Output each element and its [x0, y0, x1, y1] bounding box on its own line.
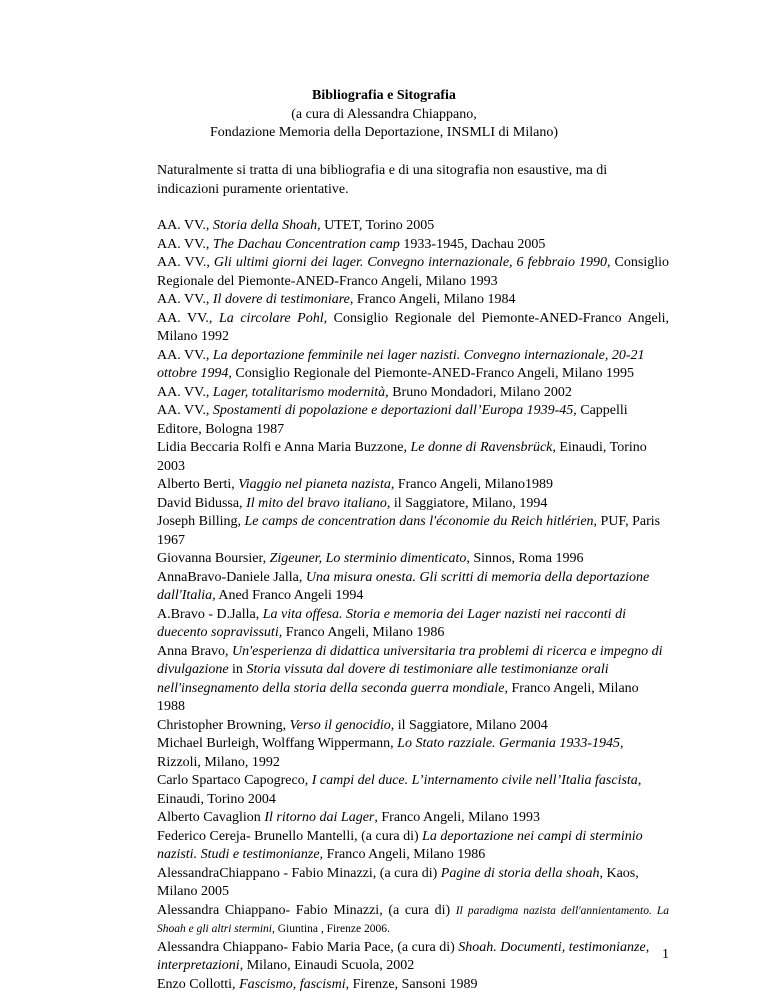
entry-text: Joseph Billing,	[157, 514, 245, 529]
header-institution-line: Fondazione Memoria della Deportazione, INSMLI di Milano)	[210, 125, 558, 140]
entry-text: A.Bravo - D.Jalla,	[157, 606, 263, 622]
bibliography-entry	[157, 476, 669, 495]
entry-title: Storia vissuta dal dovere di testimoniare alle testimonianze orali nell'insegnamento della storia della seconda guerra mondiale,	[157, 662, 609, 696]
bibliography-entry	[157, 217, 669, 236]
entry-title: Le camps de concentration dans l'économie du Reich hitlérien	[244, 514, 594, 529]
entry-text: Einaudi, Torino 2003	[157, 440, 647, 474]
entry-text: AA. VV.,	[157, 310, 219, 326]
entry-text: AA. VV.,	[157, 384, 213, 400]
entry-title: Shoah. Documenti, testimonianze, interpretazioni	[157, 939, 650, 973]
entry-text: Franco Angeli, Milano1989	[394, 477, 553, 492]
entry-title: Il mito del bravo italiano	[246, 495, 387, 511]
entry-text: Enzo Collotti,	[157, 976, 240, 992]
entry-text: , Franco Angeli, Milano 1993	[374, 810, 541, 825]
document-body	[157, 162, 669, 994]
bibliography-entry	[157, 439, 669, 476]
entry-title: Una misura onesta. Gli scritti di memoria della deportazione dall'Italia,	[157, 569, 650, 603]
entry-title: Pagine di storia della shoah	[440, 865, 600, 881]
entry-text: 1933-1945, Dachau 2005	[399, 236, 546, 252]
entry-text: , il Saggiatore, Milano 2004	[390, 717, 548, 733]
bibliography-entry	[157, 865, 669, 902]
entry-title: Lo Stato razziale. Germania 1933-1945	[397, 736, 620, 751]
entry-title: Il dovere di testimoniare	[212, 292, 350, 307]
entry-text: Alessandra Chiappano- Fabio Maria Pace, (a cura di)	[157, 939, 459, 955]
intro-paragraph: Naturalmente si tratta di una bibliografia e di una sitografia non esaustive, ma di indicazioni puramente orientative.	[157, 163, 608, 197]
page-number: 1	[662, 947, 669, 962]
entry-text: , il Saggiatore, Milano, 1994	[386, 495, 548, 511]
entry-text: Lidia Beccaria Rolfi e Anna Maria Buzzone,	[157, 440, 411, 455]
entry-title: La deportazione femminile nei lager nazisti. Convegno internazionale, 20-21 ottobre 1994	[157, 347, 645, 381]
entry-text: , Consiglio Regionale del Piemonte-ANED-Franco Angeli, Milano 1993	[157, 255, 669, 289]
entry-text: , Sinnos, Roma 1996	[466, 551, 584, 566]
bibliography-entry	[157, 772, 669, 809]
entry-title: La circolare Pohl,	[219, 310, 328, 326]
entry-title: Un'esperienza di didattica universitaria tra problemi di ricerca e impegno di divulgazione	[157, 643, 663, 677]
entry-text: Franco Angeli, Milano 1988	[157, 680, 639, 714]
entry-title: Viaggio nel pianeta nazista,	[238, 477, 395, 492]
bibliography-entry	[157, 717, 669, 736]
entry-text: Franco Angeli, Milano 1986	[323, 847, 486, 862]
document-header	[0, 87, 768, 143]
bibliography-entry	[157, 310, 669, 347]
entry-text: , PUF, Paris 1967	[157, 514, 661, 548]
entry-title: Gli ultimi giorni dei lager. Convegno internazionale, 6 febbraio 1990	[213, 255, 608, 270]
entry-text: Anna Bravo,	[157, 643, 233, 659]
entry-title: Lager, totalitarismo modernità,	[212, 384, 389, 400]
entry-text: AA. VV.,	[157, 236, 213, 252]
entry-text: , Firenze, Sansoni 1989	[345, 976, 478, 992]
header-curator-line: (a cura di Alessandra Chiappano,	[291, 106, 477, 122]
entry-text: Consiglio Regionale del Piemonte-ANED-Franco Angeli, Milano 1992	[157, 310, 669, 344]
entry-text: , Einaudi, Torino 2004	[157, 773, 642, 807]
bibliography-list	[157, 217, 669, 994]
entry-text: Aned Franco Angeli 1994	[215, 588, 364, 603]
entry-text: Alberto Berti,	[157, 477, 239, 492]
entry-title: Le donne di Ravensbrück,	[410, 440, 556, 455]
entry-title: Fascismo, fascismi	[239, 976, 346, 992]
entry-text: AA. VV.,	[157, 255, 214, 270]
document-title: Bibliografia e Sitografia	[312, 88, 456, 103]
entry-text: Giovanna Boursier,	[157, 551, 270, 566]
entry-text: Michael Burleigh, Wolffang Wippermann,	[157, 736, 398, 751]
entry-text: , Cappelli Editore, Bologna 1987	[157, 403, 628, 437]
entry-text: , Kaos, Milano 2005	[157, 865, 639, 899]
entry-text: in	[228, 662, 247, 677]
entry-title: Zigeuner, Lo sterminio dimenticato	[269, 551, 467, 566]
entry-text: , Consiglio Regionale del Piemonte-ANED-Franco Angeli, Milano 1995	[228, 366, 634, 381]
entry-title: La vita offesa. Storia e memoria dei Lager nazisti nei racconti di duecento sopravissuti,	[157, 606, 626, 640]
bibliography-entry	[157, 809, 669, 828]
entry-title: I campi del duce. L’internamento civile nell’Italia fascista	[311, 773, 638, 788]
bibliography-entry	[157, 495, 669, 514]
entry-text: Carlo Spartaco Capogreco,	[157, 773, 312, 788]
bibliography-entry	[157, 643, 669, 717]
entry-text: AA. VV.,	[157, 292, 213, 307]
bibliography-entry	[157, 569, 669, 606]
entry-text: , Milano, Einaudi Scuola, 2002	[239, 958, 415, 973]
entry-title: The Dachau Concentration camp	[212, 236, 400, 252]
bibliography-entry	[157, 550, 669, 569]
entry-text: Alberto Cavaglion	[157, 810, 265, 825]
bibliography-entry	[157, 254, 669, 291]
entry-text: AlessandraChiappano - Fabio Minazzi, (a cura di)	[157, 865, 441, 881]
entry-title: Il ritorno dai Lager	[264, 810, 375, 825]
entry-text: AA. VV.,	[157, 218, 213, 233]
entry-text: , Giuntina , Firenze 2006.	[272, 923, 390, 935]
entry-text: Christopher Browning,	[157, 717, 290, 733]
bibliography-entry	[157, 291, 669, 310]
entry-text: Alessandra Chiappano- Fabio Minazzi, (a cura di)	[157, 902, 456, 918]
entry-text: , Franco Angeli, Milano 1984	[349, 292, 516, 307]
entry-text: AA. VV.,	[157, 403, 213, 418]
entry-title: Spostamenti di popolazione e deportazioni dall’Europa 1939-45	[212, 403, 574, 418]
entry-title: Storia della Shoah,	[212, 218, 321, 233]
entry-title: La deportazione nei campi di sterminio nazisti. Studi e testimonianze,	[157, 828, 643, 862]
entry-text: , Rizzoli, Milano, 1992	[157, 736, 624, 770]
bibliography-entry	[157, 828, 669, 865]
entry-title: Il paradigma nazista dell'annientamento. La Shoah e gli altri stermini	[157, 904, 670, 935]
bibliography-entry	[157, 606, 669, 643]
entry-text: AnnaBravo-Daniele Jalla,	[157, 569, 306, 585]
entry-text: David Bidussa,	[157, 495, 247, 511]
entry-text: AA. VV.,	[157, 347, 213, 363]
bibliography-entry	[157, 902, 669, 939]
bibliography-entry	[157, 976, 669, 994]
bibliography-entry	[157, 513, 669, 550]
bibliography-entry	[157, 939, 669, 976]
bibliography-entry	[157, 402, 669, 439]
bibliography-entry	[157, 236, 669, 255]
bibliography-entry	[157, 347, 669, 384]
entry-text: Bruno Mondadori, Milano 2002	[388, 384, 572, 400]
bibliography-entry	[157, 735, 669, 772]
entry-title: Verso il genocidio	[289, 717, 391, 733]
entry-text: Franco Angeli, Milano 1986	[282, 625, 445, 640]
entry-text: UTET, Torino 2005	[320, 218, 435, 233]
bibliography-entry	[157, 384, 669, 403]
entry-text: Federico Cereja- Brunello Mantelli, (a cura di)	[157, 828, 423, 844]
